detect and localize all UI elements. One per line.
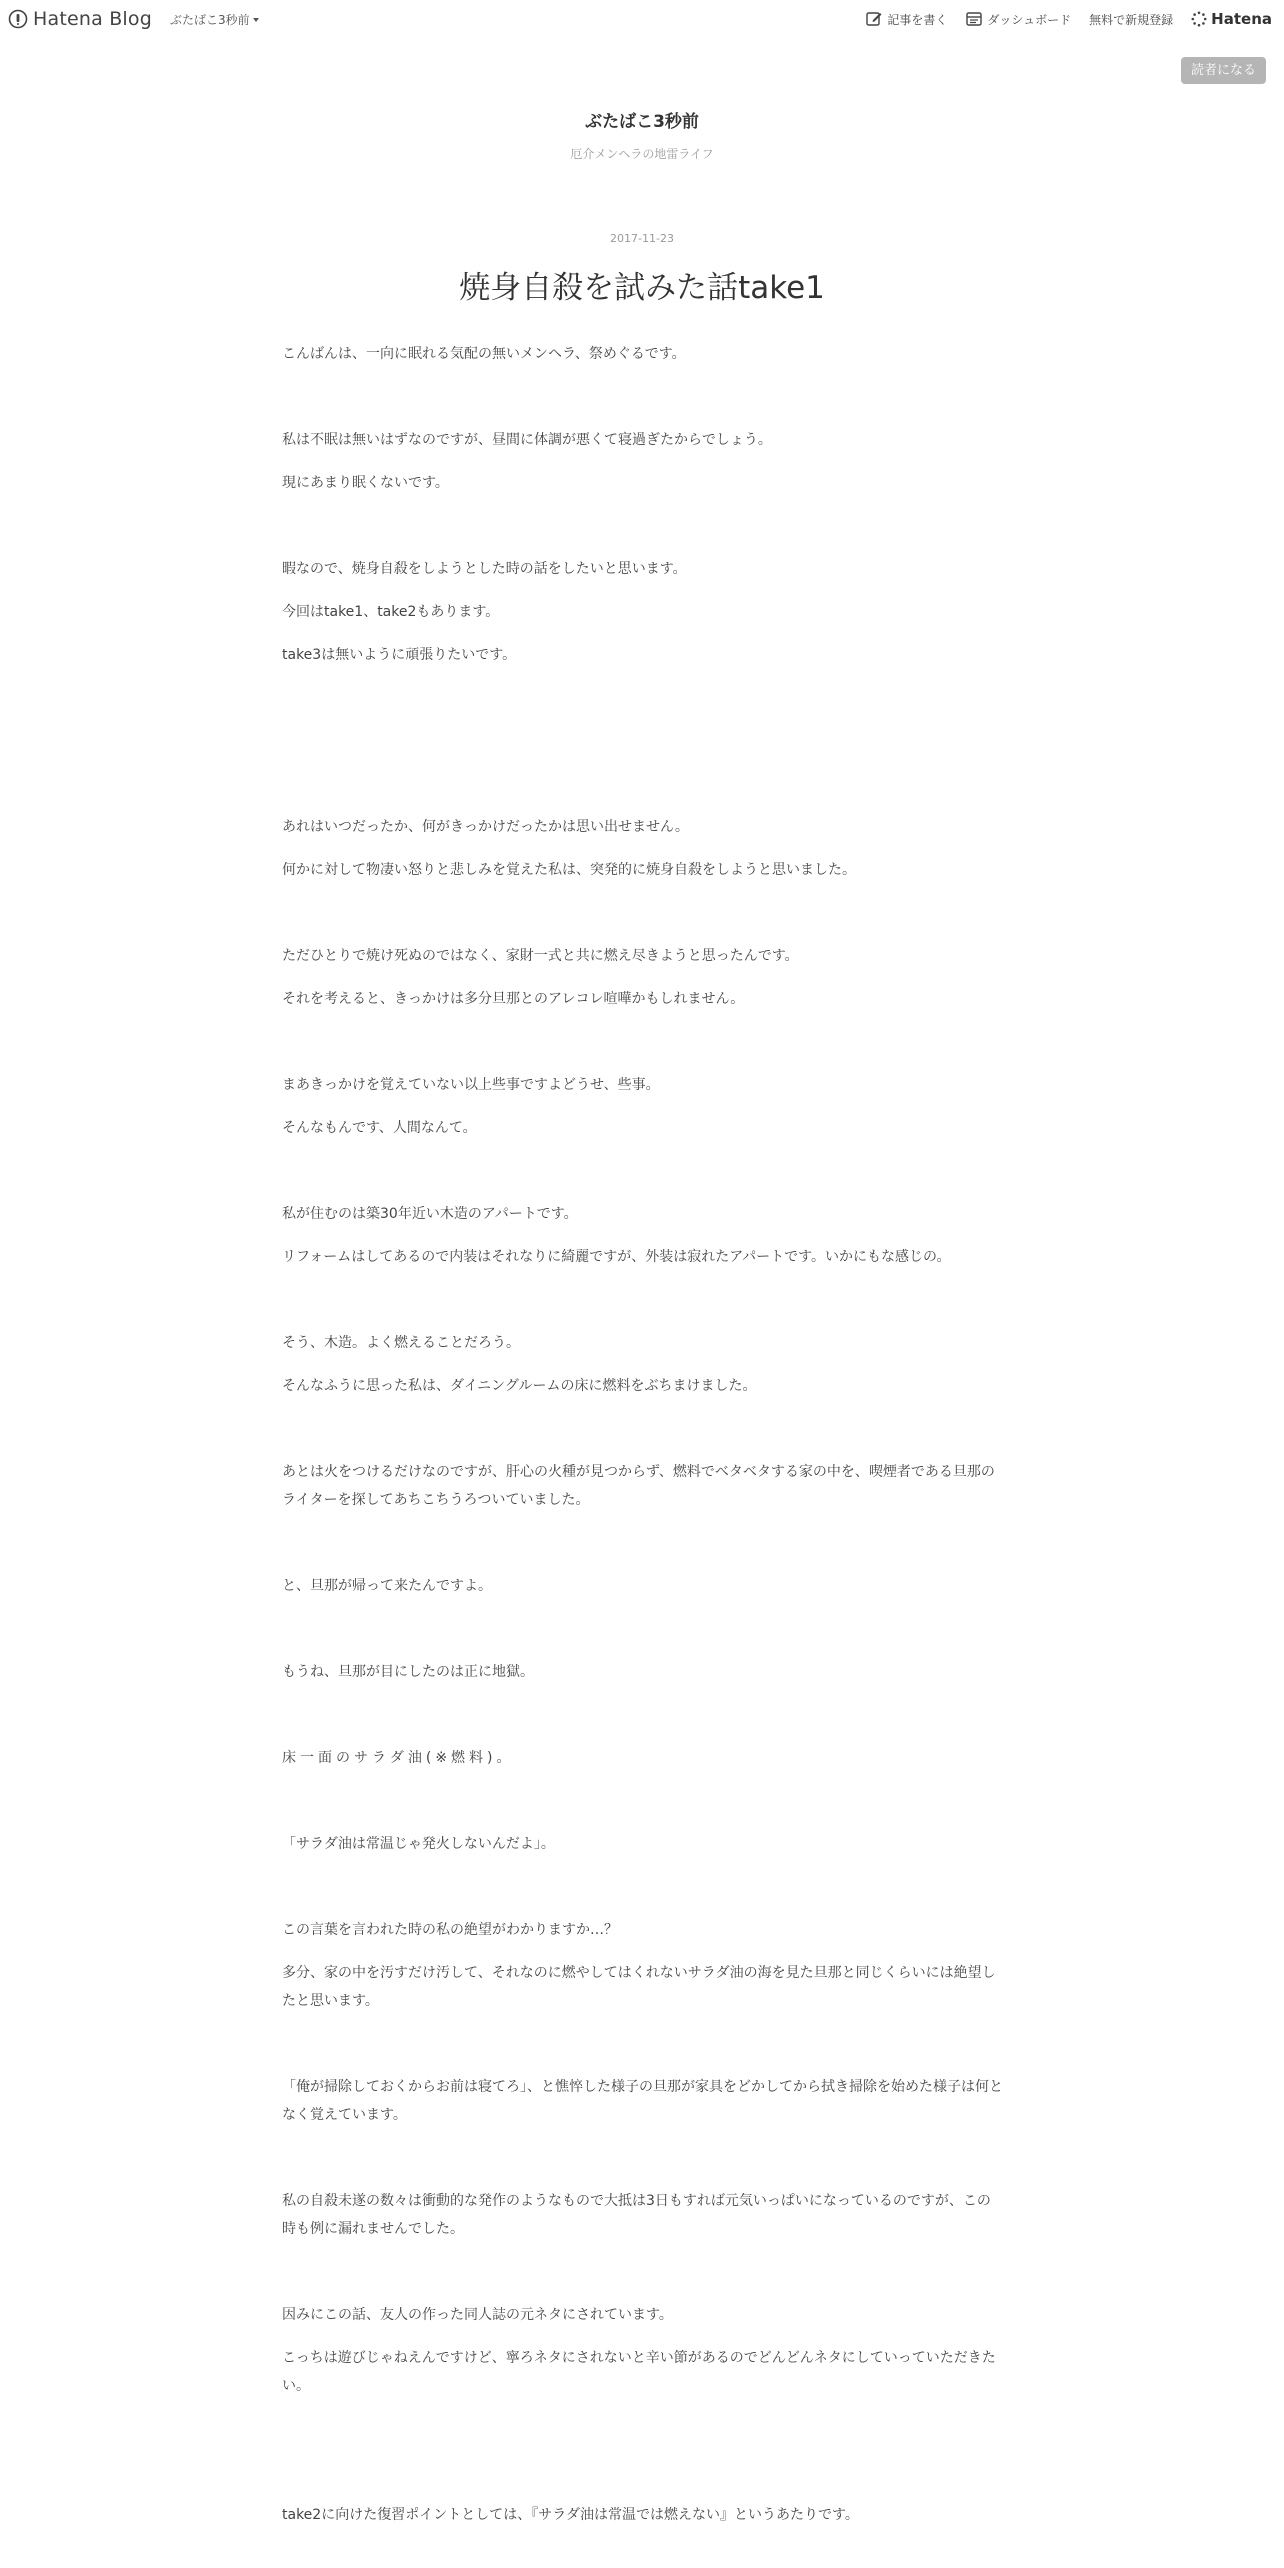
dashboard-label: ダッシュボード <box>987 12 1072 27</box>
blank-line <box>282 1787 1004 1815</box>
pencil-square-icon <box>865 10 883 28</box>
blank-line <box>282 2030 1004 2058</box>
entry-paragraph: そう、木造。よく燃えることだろう。 <box>282 1335 520 1351</box>
blog-switcher-label: ぶたばこ3秒前 <box>170 13 250 27</box>
entry-paragraph: 床一面のサラダ油(※燃料)。 <box>282 1750 515 1766</box>
blank-line <box>282 1873 1004 1901</box>
entry-paragraph: ただひとりで焼け死ぬのではなく、家財一式と共に燃え尽きようと思ったんです。 <box>282 948 799 964</box>
dashboard-link[interactable] <box>965 10 1071 28</box>
entry-paragraph: もうね、旦那が目にしたのは正に地獄。 <box>282 1664 534 1680</box>
blog-title[interactable]: ぶたばこ3秒前 <box>585 112 699 132</box>
entry-paragraph: あとは火をつけるだけなのですが、肝心の火種が見つからず、燃料でベタベタする家の中を、喫煙者である旦那のライターを探してあちこちうろついていました。 <box>282 1464 995 1508</box>
entry-date[interactable]: 2017-11-23 <box>610 232 674 245</box>
entry-paragraph: まあきっかけを覚えていない以上些事ですよどうせ、些事。 <box>282 1077 660 1093</box>
blank-line <box>282 899 1004 927</box>
entry-paragraph: と、旦那が帰って来たんですよ。 <box>282 1578 492 1594</box>
hatena-blog-logo-icon <box>8 9 28 29</box>
entry-content <box>282 340 1004 2544</box>
entry-title[interactable]: 焼身自殺を試みた話take1 <box>459 270 825 306</box>
blank-line <box>282 1415 1004 1443</box>
hatena-brand-link[interactable] <box>1191 10 1272 28</box>
entry-paragraph: こんばんは、一向に眠れる気配の無いメンヘラ、祭めぐるです。 <box>282 346 686 362</box>
hatena-blog-logo[interactable] <box>8 7 152 31</box>
entry-paragraph: take3は無いように頑張りたいです。 <box>282 647 517 663</box>
blank-line <box>282 1615 1004 1643</box>
entry-paragraph: そんなもんです、人間なんて。 <box>282 1120 477 1136</box>
write-post-label: 記事を書く <box>887 12 948 27</box>
logo-text: Hatena Blog <box>33 8 152 30</box>
blank-line <box>282 1157 1004 1185</box>
entry-paragraph: それを考えると、きっかけは多分旦那とのアレコレ喧嘩かもしれません。 <box>282 991 745 1007</box>
blank-line <box>282 383 1004 411</box>
blank-line <box>282 1028 1004 1056</box>
blank-line <box>282 770 1004 798</box>
blog-description: 厄介メンヘラの地雷ライフ <box>570 147 714 161</box>
entry-paragraph: 私の自殺未遂の数々は衝動的な発作のようなもので大抵は3日もすれば元気いっぱいになっているのですが、この時も例に漏れませんでした。 <box>282 2193 991 2237</box>
signup-label: 無料で新規登録 <box>1089 12 1174 27</box>
entry-paragraph: 「俺が掃除しておくからお前は寝てろ」、と憔悴した様子の旦那が家具をどかしてから拭き掃除を始めた様子は何となく覚えています。 <box>282 2079 1003 2123</box>
entry-paragraph: リフォームはしてあるので内装はそれなりに綺麗ですが、外装は寂れたアパートです。いかにもな感じの。 <box>282 1249 951 1265</box>
entry-paragraph: あれはいつだったか、何がきっかけだったかは思い出せません。 <box>282 819 689 835</box>
entry-paragraph: 多分、家の中を汚すだけ汚して、それなのに燃やしてはくれないサラダ油の海を見た旦那と同じくらいには絶望したと思います。 <box>282 1965 996 2009</box>
hatena-brand-label: Hatena <box>1211 10 1272 28</box>
blank-line <box>282 2258 1004 2286</box>
entry-paragraph: 現にあまり眠くないです。 <box>282 475 449 491</box>
blog-header <box>0 108 1284 164</box>
entry-paragraph: こっちは遊びじゃねえんですけど、寧ろネタにされないと辛い節があるのでどんどんネタにしていっていただきたい。 <box>282 2350 996 2394</box>
blank-line <box>282 2144 1004 2172</box>
entry-paragraph: 私が住むのは築30年近い木造のアパートです。 <box>282 1206 578 1222</box>
entry-paragraph: そんなふうに思った私は、ダイニングルームの床に燃料をぶちまけました。 <box>282 1378 757 1394</box>
blank-line <box>282 2415 1004 2443</box>
blank-line <box>282 2458 1004 2486</box>
entry-paragraph: この言葉を言われた時の私の絶望がわかりますか…？ <box>282 1922 618 1938</box>
blank-line <box>282 684 1004 712</box>
blank-line <box>282 1529 1004 1557</box>
blank-line <box>282 727 1004 755</box>
global-header <box>0 0 1284 38</box>
entry-paragraph: 暇なので、焼身自殺をしようとした時の話をしたいと思います。 <box>282 561 687 577</box>
hatena-dots-icon <box>1191 11 1207 27</box>
entry-paragraph: 今回はtake1、take2もあります。 <box>282 604 500 620</box>
entry-paragraph: 何かに対して物凄い怒りと悲しみを覚えた私は、突発的に焼身自殺をしようと思いました。 <box>282 862 856 878</box>
subscribe-button[interactable]: 読者になる <box>1181 57 1266 84</box>
dashboard-icon <box>965 10 983 28</box>
caret-down-icon <box>253 18 259 22</box>
header-nav <box>847 8 1272 30</box>
signup-link[interactable] <box>1089 11 1173 28</box>
blank-line <box>282 1286 1004 1314</box>
entry-paragraph: take2に向けた復習ポイントとしては、『サラダ油は常温では燃えない』というあたりです。 <box>282 2507 859 2523</box>
entry-paragraph: 「サラダ油は常温じゃ発火しないんだよ」。 <box>282 1836 555 1852</box>
write-post-link[interactable] <box>865 10 947 28</box>
blank-line <box>282 1701 1004 1729</box>
blank-line <box>282 512 1004 540</box>
entry-paragraph: 因みにこの話、友人の作った同人誌の元ネタにされています。 <box>282 2307 673 2323</box>
blog-switcher[interactable] <box>170 11 259 28</box>
entry-paragraph: 私は不眠は無いはずなのですが、昼間に体調が悪くて寝過ぎたからでしょう。 <box>282 432 772 448</box>
